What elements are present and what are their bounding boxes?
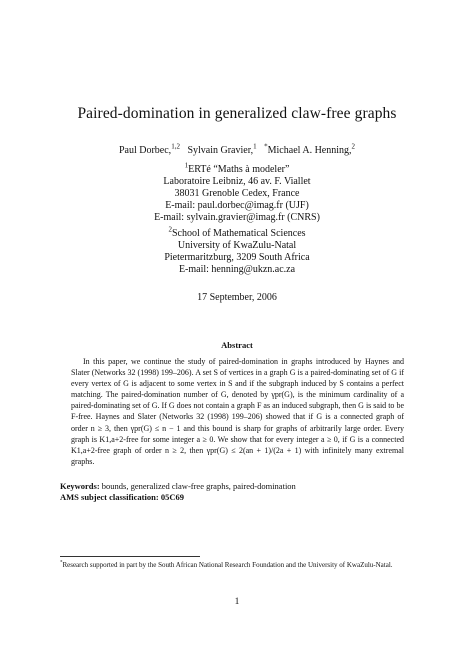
affiliation-1 — [0, 161, 474, 224]
keywords-label: Keywords: — [60, 481, 100, 491]
paper-date: 17 September, 2006 — [197, 292, 277, 303]
affiliation-2-org: School of Mathematical Sciences — [171, 228, 306, 239]
affiliation-1-line: 38031 Grenoble Cedex, France — [174, 188, 300, 199]
affiliation-1-line — [0, 161, 474, 176]
abstract-heading: Abstract — [221, 340, 253, 350]
author-dorbec-marks: 1,2 — [171, 142, 180, 151]
keywords-block — [60, 481, 296, 503]
affiliation-2-line: Pietermaritzburg, 3209 South Africa — [164, 252, 310, 263]
ams-value: 05C69 — [160, 492, 184, 502]
affiliation-1-org: ERTé “Maths à modeler” — [188, 164, 290, 175]
affiliation-2-email: E-mail: henning@ukzn.ac.za — [178, 264, 296, 275]
affiliation-2-mark: 2 — [168, 225, 172, 234]
ams-label: AMS subject classification: — [60, 492, 159, 502]
footnote-text: Research supported in part by the South African National Research Foundation and the University of KwaZulu-Natal. — [62, 561, 393, 569]
footnote-star-mark: * — [264, 142, 268, 151]
author-dorbec: Paul Dorbec, — [118, 145, 172, 156]
affiliation-2-line: University of KwaZulu-Natal — [177, 240, 297, 251]
affiliation-1-email: E-mail: sylvain.gravier@imag.fr (CNRS) — [154, 212, 320, 223]
paper-title: Paired-domination in generalized claw-free graphs — [77, 105, 397, 122]
affiliation-2 — [0, 225, 474, 276]
abstract-text: In this paper, we continue the study of paired-domination in graphs introduced by Haynes and Slater (Networks 32 (1998) 199–206). A set S of vertices in a graph G is a paired-dominating set of G if every vertex of G is adjacent to some vertex in S and if the subgraph induced by S contains a perfect matching. The paired-domination number of G, denoted by γpr(G), is the minimum cardinality of a paired-dominating set of G. If G does not contain a graph F as an induced subgraph, then G is said to be F-free. Haynes and Slater (Networks 32 (1998) 199–206) showed that if G is a connected graph of order n ≥ 3, then γpr(G) ≤ n − 1 and this bound is sharp for graphs of arbitrarily large order. Every graph is K1,a+2-free for some integer a ≥ 0. We show that for every integer a ≥ 0, if G is a connected K1,a+2-free graph of order n ≥ 2, then γpr(G) ≤ 2(an + 1)/(2a + 1) with infinitely many extremal graphs. — [71, 357, 404, 466]
author-henning: Michael A. Henning, — [267, 145, 352, 156]
affiliation-2-line — [0, 225, 474, 240]
abstract-body — [71, 356, 404, 467]
keywords-value: bounds, generalized claw-free graphs, paired-domination — [101, 481, 296, 491]
affiliation-1-mark: 1 — [184, 161, 189, 170]
ams-line — [60, 492, 296, 503]
author-henning-marks: 2 — [351, 142, 356, 151]
footnote-rule — [60, 556, 200, 557]
affiliation-1-line: Laboratoire Leibniz, 46 av. F. Viallet — [163, 176, 311, 187]
author-gravier: Sylvain Gravier, — [187, 145, 254, 156]
page-number: 1 — [234, 597, 240, 607]
footnote-mark: * — [60, 560, 63, 566]
author-gravier-marks: 1 — [253, 142, 257, 151]
keywords-line — [60, 481, 296, 492]
footnote — [60, 560, 416, 570]
affiliation-1-email: E-mail: paul.dorbec@imag.fr (UJF) — [165, 200, 309, 211]
author-list — [0, 142, 474, 156]
